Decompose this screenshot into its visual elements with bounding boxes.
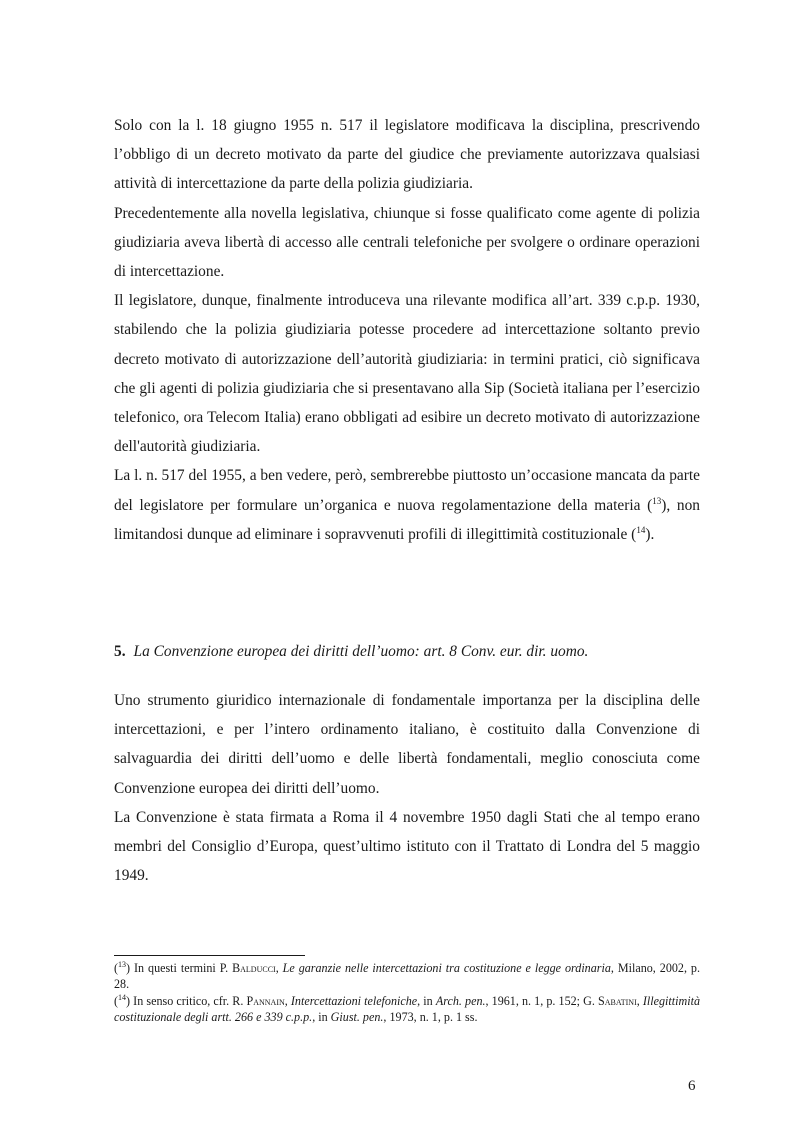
paragraph: Precedentemente alla novella legislativa, chiunque si fosse qualificato come agente di polizia giudiziaria aveva libertà di accesso alle centrali telefoniche per svolgere o ordinare operazioni di intercettazione. — [114, 204, 700, 281]
paragraph-text: ), non limitandosi dunque ad eliminare i sopravvenuti profili di illegittimità costituzionale ( — [114, 496, 700, 543]
body-text-block-2 — [114, 686, 700, 890]
footnote-title: Le garanzie nelle intercettazioni tra costituzione e legge ordinaria — [282, 961, 611, 975]
footnote-separator — [114, 955, 305, 956]
footnote-13: ($^{13}$) In questi termini P. Balducci, Le garanzie nelle intercettazioni tra costituzione e legge ordinaria, Milano, 2002, p. 28. — [114, 959, 700, 992]
section-number: 5. — [114, 643, 126, 660]
page-number: 6 — [688, 1078, 696, 1094]
body-text-block-1 — [114, 111, 700, 549]
footnote-title: Illegittimità costituzionale degli artt. 266 e 339 c.p.p. — [114, 993, 700, 1024]
paragraph: Uno strumento giuridico internazionale di fondamentale importanza per la disciplina delle intercettazioni, e per l’intero ordinamento italiano, è costituito dalla Convenzione di salvaguardia dei diritti dell’uomo e delle libertà fondamentali, meglio conosciuta come Convenzione europea dei diritti dell’uomo. — [114, 692, 700, 797]
footnotes — [114, 960, 700, 1025]
paragraph-text: ). — [645, 525, 655, 543]
footnote-author: G. Sabatini — [583, 993, 637, 1008]
paragraph-text: La l. n. 517 del 1955, a ben vedere, però, sembrerebbe piuttosto un’occasione mancata da parte del legislatore per formulare un’organica e nuova regolamentazione della materia ( — [114, 467, 700, 514]
footnote-title: Intercettazioni telefoniche — [290, 993, 418, 1008]
section-title: La Convenzione europea dei diritti dell’uomo: art. 8 Conv. eur. dir. uomo. — [133, 643, 589, 660]
footnote-author: R. Pannain — [232, 993, 285, 1008]
section-heading — [114, 640, 700, 664]
paragraph: Il legislatore, dunque, finalmente introduceva una rilevante modifica all’art. 339 c.p.p. 1930, stabilendo che la polizia giudiziaria potesse procedere ad intercettazione soltanto previo decreto motivato di autorizzazione dell’autorità giudiziaria: in termini pratici, ciò significava che gli agenti di polizia giudiziaria che si presentavano alla Sip (Società italiana per l’esercizio telefonico, ora Telecom Italia) erano obbligati ad esibire un decreto motivato di autorizzazione dell'autorità giudiziaria. — [114, 292, 700, 456]
footnote-journal: Giust. pen. — [330, 1009, 384, 1024]
footnote-ref-14[interactable]: 14 — [636, 524, 646, 535]
paragraph — [114, 461, 700, 549]
footnote-author: P. Balducci — [219, 961, 276, 975]
footnote-journal: Arch. pen. — [435, 993, 486, 1008]
footnote-14: ($^{14}$) In senso critico, cfr. R. Pannain, Intercettazioni telefoniche, in Arch. pen., 1961, n. 1, p. 152; G. Sabatini, Illegittimità costituzionale degli artt. 266 e 339 c.p.p., in Giust. pen., 1973, n. 1, p. 1 ss. — [114, 992, 700, 1024]
footnote-mark: ($^{13}$) — [114, 959, 131, 975]
footnote-ref-13[interactable]: 13 — [652, 495, 662, 506]
paragraph: Solo con la l. 18 giugno 1955 n. 517 il legislatore modificava la disciplina, prescrivendo l’obbligo di un decreto motivato da parte del giudice che previamente autorizzava qualsiasi attività di intercettazione da parte della polizia giudiziaria. — [114, 117, 700, 193]
paragraph: La Convenzione è stata firmata a Roma il 4 novembre 1950 dagli Stati che al tempo erano membri del Consiglio d’Europa, quest’ultimo istituto con il Trattato di Londra del 5 maggio 1949. — [114, 808, 700, 885]
footnote-mark: ($^{14}$) — [114, 992, 131, 1008]
